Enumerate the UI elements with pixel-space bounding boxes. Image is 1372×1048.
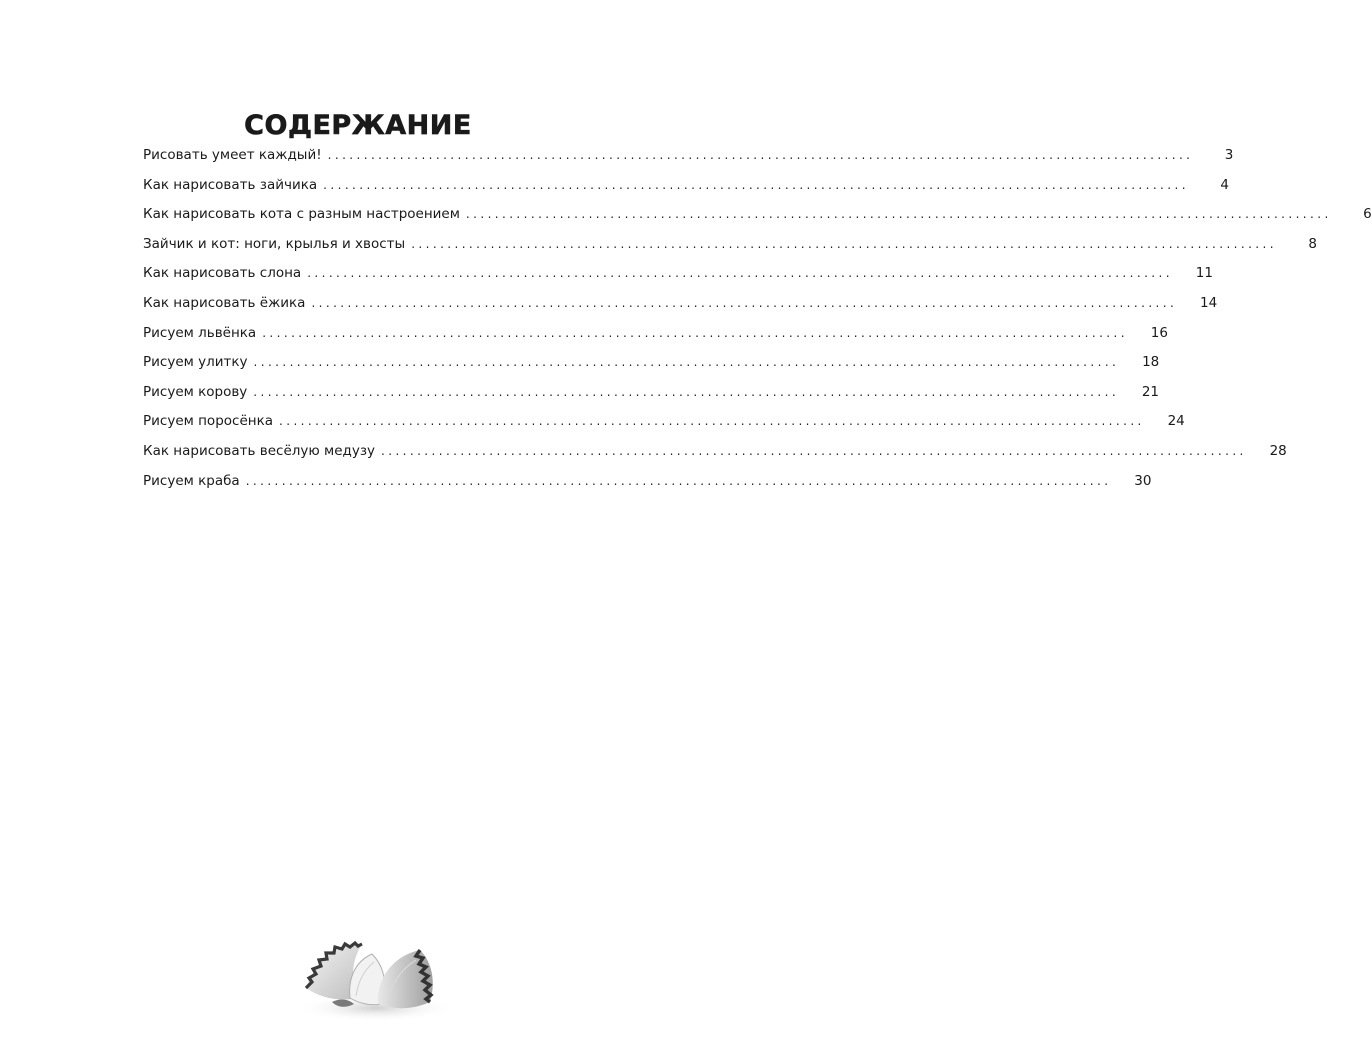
toc-entry-title: Рисуем улитку	[143, 354, 248, 371]
toc-entry[interactable]	[143, 323, 1168, 353]
toc-entry-title: Зайчик и кот: ноги, крылья и хвосты	[143, 235, 406, 252]
toc-entry-page: 8	[1308, 235, 1317, 252]
toc-entry-title: Как нарисовать кота с разным настроением	[143, 206, 460, 223]
toc-entry[interactable]	[143, 175, 1229, 205]
toc-entry-title: Как нарисовать весёлую медузу	[143, 442, 376, 459]
toc-entry-title: Рисуем поросёнка	[143, 413, 274, 430]
toc-entry[interactable]	[143, 263, 1213, 293]
toc-entry[interactable]	[143, 204, 1372, 234]
toc-entry-page: 4	[1220, 176, 1229, 193]
toc-entry[interactable]	[143, 471, 1152, 501]
toc-leader-dots: ........................................................................................................................	[253, 384, 1120, 399]
toc-leader-dots: ........................................................................................................................	[253, 355, 1120, 370]
table-of-contents	[143, 145, 1372, 500]
toc-entry-page: 16	[1150, 324, 1168, 341]
toc-entry-title: Рисуем львёнка	[143, 324, 257, 341]
toc-leader-dots: ........................................................................................................................	[411, 236, 1277, 251]
toc-entry-page: 11	[1195, 265, 1213, 282]
toc-entry-page: 6	[1363, 206, 1372, 223]
pencil-shavings-icon	[292, 932, 460, 1024]
toc-entry-page: 30	[1134, 472, 1152, 489]
toc-leader-dots: ........................................................................................................................	[279, 414, 1145, 429]
toc-leader-dots: ........................................................................................................................	[307, 266, 1173, 281]
toc-leader-dots: ........................................................................................................................	[323, 177, 1189, 192]
toc-entry-title: Рисуем корову	[143, 383, 248, 400]
toc-entry[interactable]	[143, 352, 1160, 382]
toc-leader-dots: ........................................................................................................................	[311, 295, 1178, 310]
toc-entry-page: 24	[1167, 413, 1185, 430]
toc-entry-title: Как нарисовать ёжика	[143, 294, 306, 311]
toc-entry-title: Рисовать умеет каждый!	[143, 147, 322, 163]
toc-leader-dots: ........................................................................................................................	[381, 443, 1247, 458]
toc-entry-title: Как нарисовать слона	[143, 265, 302, 282]
toc-entry[interactable]	[143, 441, 1287, 471]
toc-leader-dots: ........................................................................................................................	[465, 207, 1332, 222]
toc-entry[interactable]	[143, 145, 1234, 175]
toc-entry-page: 28	[1269, 442, 1287, 459]
toc-entry-title: Рисуем краба	[143, 472, 240, 489]
toc-entry-page: 18	[1142, 354, 1160, 371]
toc-entry-title: Как нарисовать зайчика	[143, 176, 318, 193]
toc-leader-dots: ........................................................................................................................	[262, 325, 1128, 340]
toc-entry-page: 21	[1141, 383, 1160, 400]
toc-leader-dots: ........................................................................................................................	[245, 473, 1112, 488]
page-title: СОДЕРЖАНИЕ	[244, 110, 472, 142]
toc-entry[interactable]	[143, 293, 1218, 323]
toc-entry[interactable]	[143, 234, 1317, 264]
toc-entry[interactable]	[143, 411, 1185, 441]
toc-entry-page: 14	[1199, 294, 1218, 311]
toc-entry[interactable]	[143, 382, 1160, 412]
toc-leader-dots: ........................................................................................................................	[327, 148, 1194, 162]
toc-entry-page: 3	[1224, 147, 1234, 163]
